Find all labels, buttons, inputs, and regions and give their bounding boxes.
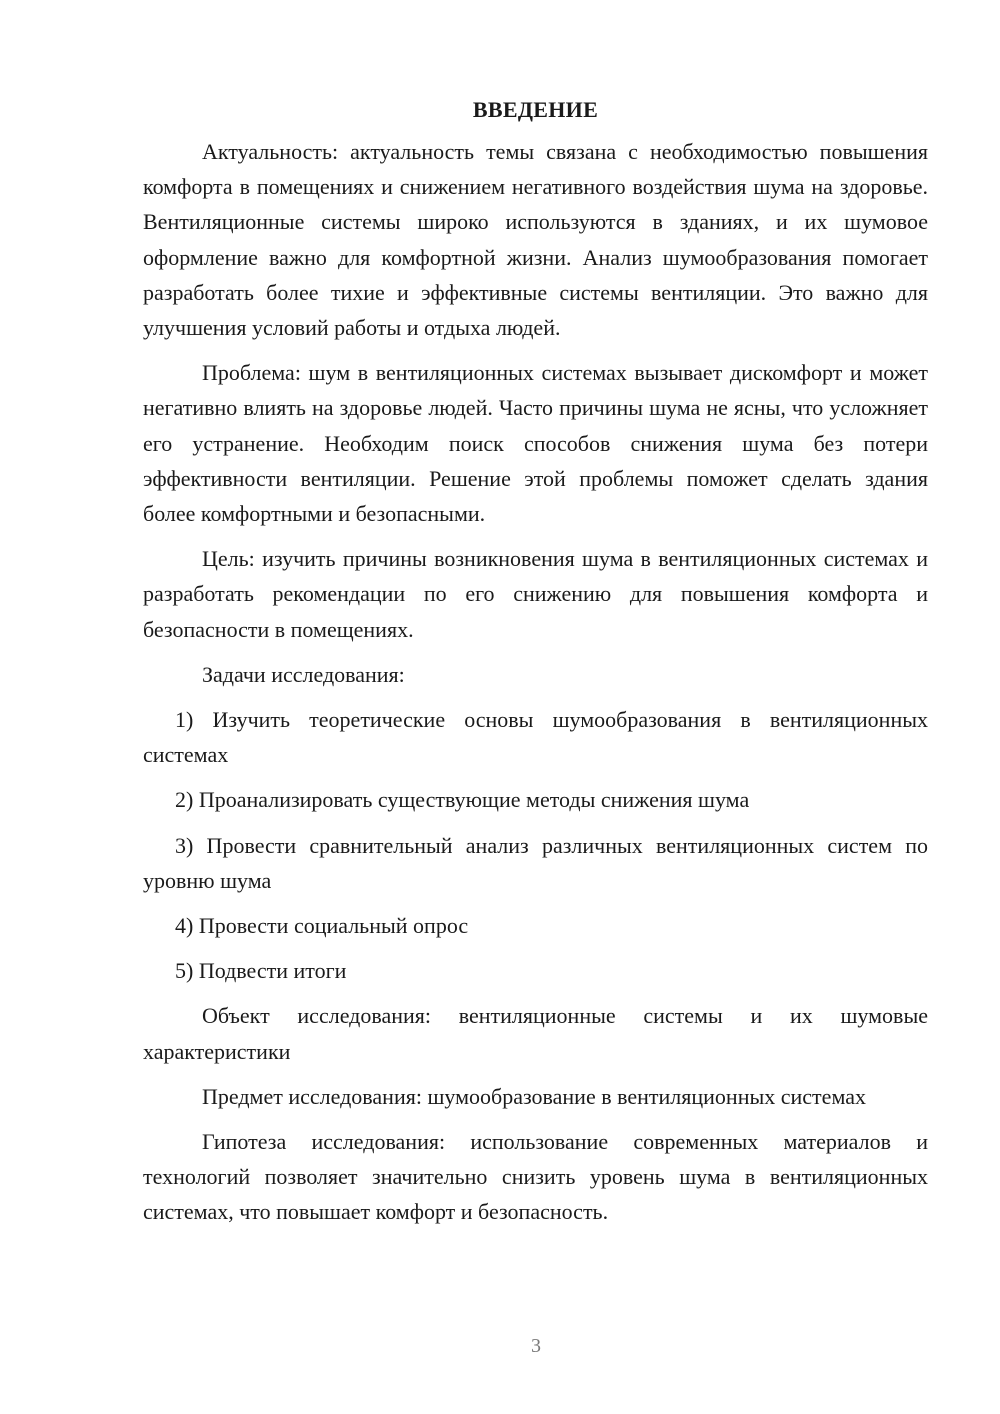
paragraph-goal: Цель: изучить причины возникновения шума в вентиляционных системах и разработать рекомендации по его снижению для повышения комфорта и безопасности в помещениях. [143, 546, 928, 642]
paragraph-hypothesis: Гипотеза исследования: использование современных материалов и технологий позволяет значительно снизить уровень шума в вентиляционных системах, что повышает комфорт и безопасность. [143, 1129, 928, 1225]
paragraph-problem: Проблема: шум в вентиляционных системах вызывает дискомфорт и может негативно влиять на здоровье людей. Часто причины шума не ясны, что усложняет его устранение. Необходим поиск способов снижения шума без потери эффективности вентиляции. Решение этой проблемы поможет сделать здания более комфортными и безопасными. [143, 360, 928, 527]
paragraph-object: Объект исследования: вентиляционные системы и их шумовые характеристики [143, 1003, 928, 1064]
paragraph-relevance: Актуальность: актуальность темы связана с необходимостью повышения комфорта в помещениях и снижением негативного воздействия шума на здоровье. Вентиляционные системы широко используются в зданиях, и их шумовое оформление важно для комфортной жизни. Анализ шумообразования помогает разработать более тихие и эффективные системы вентиляции. Это важно для улучшения условий работы и отдыха людей. [143, 139, 928, 341]
task-item-1: 1) Изучить теоретические основы шумообразования в вентиляционных системах [143, 707, 928, 768]
task-item-5: 5) Подвести итоги [175, 958, 347, 984]
paragraph-subject: Предмет исследования: шумообразование в вентиляционных системах [202, 1083, 866, 1109]
page-body [143, 92, 928, 1230]
task-item-3: 3) Провести сравнительный анализ различных вентиляционных систем по уровню шума [143, 832, 928, 893]
page-number: 3 [531, 1335, 541, 1357]
section-title: ВВЕДЕНИЕ [472, 97, 599, 122]
task-item-4: 4) Провести социальный опрос [175, 913, 469, 939]
paragraph-tasks-heading: Задачи исследования: [202, 661, 405, 687]
task-item-2: 2) Проанализировать существующие методы снижения шума [175, 787, 750, 813]
